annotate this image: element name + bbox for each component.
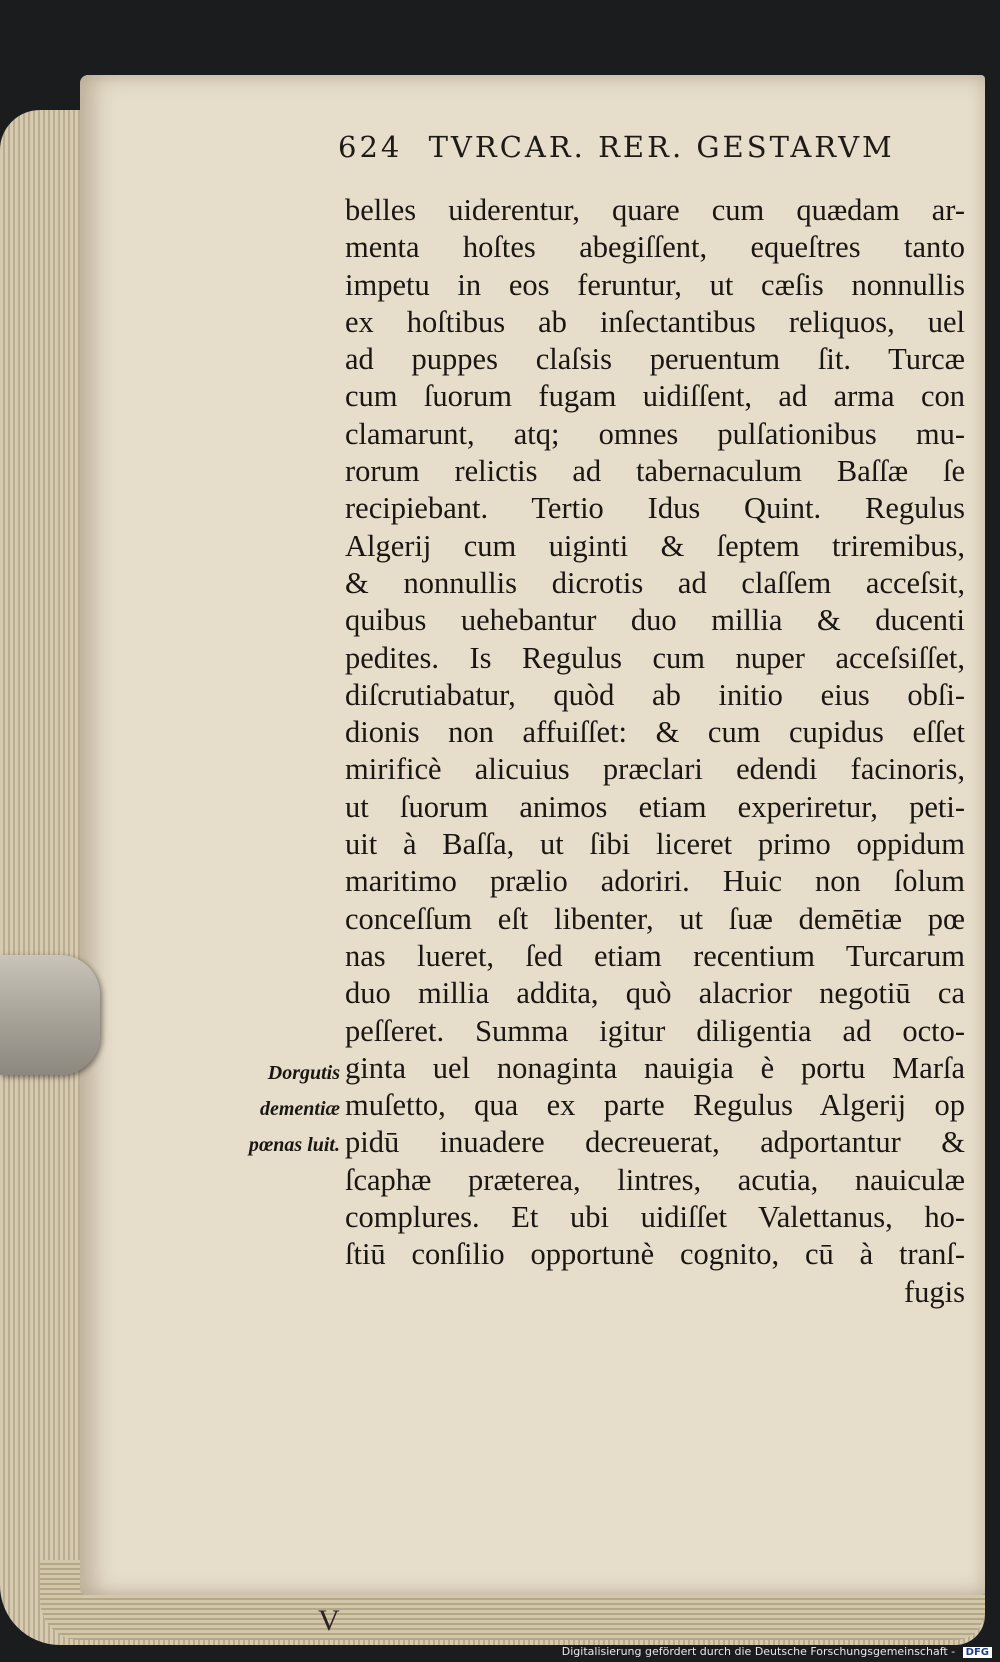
marginal-note-line: pœnas luit.	[248, 1134, 340, 1156]
text-line: & nonnullis dicrotis ad claſſem acceſsit,	[345, 565, 965, 600]
text-line: peſſeret. Summa igitur diligentia ad octo-	[345, 1013, 965, 1048]
book-clasp	[0, 955, 100, 1075]
text-line: ſtiū conſilio opportunè cognito, cū à tranſ-	[345, 1237, 965, 1272]
text-line: ut ſuorum animos etiam experiretur, peti-	[345, 789, 965, 824]
text-line: clamarunt, atq; omnes pulſationibus mu-	[345, 416, 965, 451]
text-line: pidū inuadere decreuerat, adportantur &	[345, 1125, 965, 1160]
text-line: impetu in eos feruntur, ut cæſis nonnullis	[345, 267, 965, 302]
signature-mark: V	[318, 1604, 340, 1637]
running-title: TVRCAR. RER. GESTARVM	[428, 130, 895, 164]
text-line: quibus uehebantur duo millia & ducenti	[345, 603, 965, 638]
page-number: 624	[338, 130, 403, 164]
dfg-logo: DFG	[963, 1647, 992, 1658]
text-line: nas lueret, ſed etiam recentium Turcarum	[345, 938, 965, 973]
text-line: mirificè alicuius præclari edendi facinoris,	[345, 752, 965, 787]
body-text	[345, 192, 965, 1311]
text-line: belles uiderentur, quare cum quædam ar-	[345, 193, 965, 227]
marginal-note-line: Dorgutis	[267, 1062, 340, 1084]
text-line: ad puppes claſsis peruentum ſit. Turcæ	[345, 342, 965, 377]
text-line: ginta uel nonaginta nauigia è portu Marſa	[345, 1050, 965, 1085]
text-line: dionis non affuiſſet: & cum cupidus eſſet	[345, 715, 965, 750]
text-line: recipiebant. Tertio Idus Quint. Regulus	[345, 491, 965, 526]
text-line: ſcaphæ præterea, lintres, acutia, nauiculæ	[345, 1162, 965, 1197]
text-line: rorum relictis ad tabernaculum Baſſæ ſe	[345, 454, 965, 489]
text-line: complures. Et ubi uidiſſet Valettanus, ho-	[345, 1200, 965, 1235]
text-line: muſetto, qua ex parte Regulus Algerij op	[345, 1088, 965, 1123]
text-line: cum ſuorum fugam uidiſſent, ad arma con	[345, 379, 965, 414]
text-line: diſcrutiabatur, quòd ab initio eius obſi-	[345, 677, 965, 712]
credit-text: Digitalisierung gefördert durch die Deutsche Forschungsgemeinschaft -	[561, 1645, 956, 1658]
text-line: conceſſum eſt libenter, ut ſuæ demētiæ pœ	[345, 901, 965, 936]
text-line: pedites. Is Regulus cum nuper acceſsiſſet,	[345, 640, 965, 675]
marginal-note	[215, 1055, 340, 1163]
marginal-note-line: dementiæ	[260, 1098, 340, 1120]
running-head	[338, 130, 898, 164]
text-line: menta hoſtes abegiſſent, equeſtres tanto	[345, 230, 965, 265]
text-line: maritimo prælio adoriri. Huic non ſolum	[345, 864, 965, 899]
catchword: fugis	[904, 1274, 965, 1309]
text-line: Algerij cum uiginti & ſeptem triremibus,	[345, 528, 965, 563]
text-line: ex hoſtibus ab inſectantibus reliquos, uel	[345, 304, 965, 339]
text-line: uit à Baſſa, ut ſibi liceret primo oppidum	[345, 827, 965, 862]
text-line: duo millia addita, quò alacrior negotiū ca	[345, 976, 965, 1011]
digitization-credit	[562, 1645, 992, 1658]
